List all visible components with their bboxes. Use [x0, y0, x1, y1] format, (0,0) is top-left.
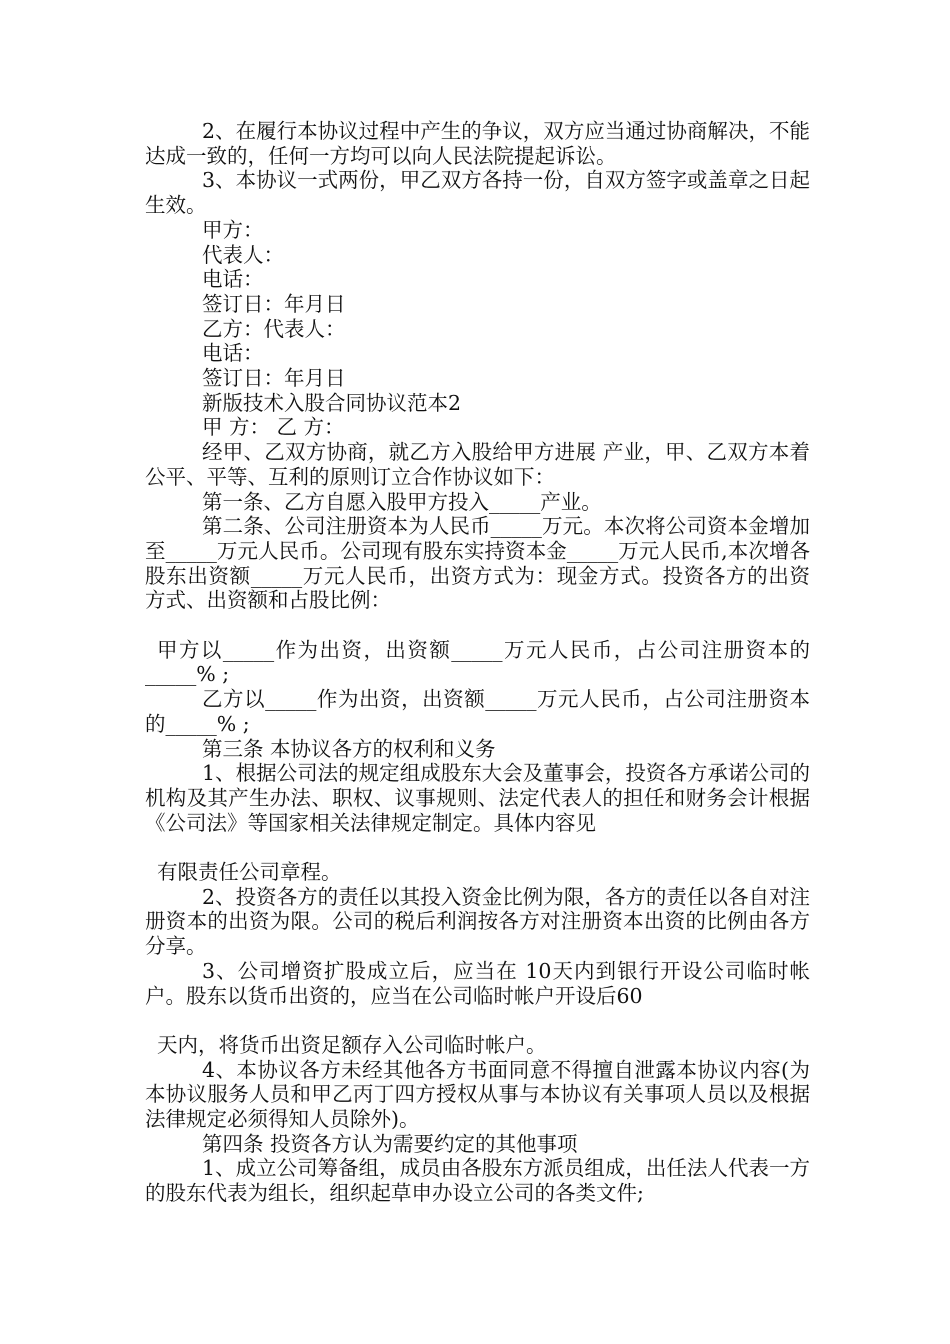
representative-label: 代表人： [202, 242, 284, 267]
paragraph: 3、本协议一式两份，甲乙双方各持一份，自双方签字或盖章之日起生效。 [145, 168, 810, 218]
paragraph: 2、投资各方的责任以其投入资金比例为限，各方的责任以各自对注册资本的出资为限。公司的税后利润按各方对注册资本出资的比例由各方分享。 [145, 884, 810, 959]
article-2: 第二条、公司注册资本为人民币_____万元。本次将公司资本金增加至_____万元人民币。公司现有股东实持资本金_____万元人民币,本次增各股东出资额_____万元人民币，出资方式为：现金方式。投资各方的出资方式、出资额和占股比例： [145, 514, 810, 613]
party-a-contribution: 甲方以_____作为出资，出资额_____万元人民币，占公司注册资本的_____% ; [145, 637, 810, 687]
blank-line [145, 835, 810, 860]
paragraph: 1、根据公司法的规定组成股东大会及董事会，投资各方承诺公司的机构及其产生办法、职权、议事规则、法定代表人的担任和财务会计根据《公司法》等国家相关法律规定制定。具体内容见 [145, 761, 810, 835]
signing-date-label: 签订日：年月日 [202, 366, 346, 391]
paragraph: 3、公司增资扩股成立后，应当在 10天内到银行开设公司临时帐户。股东以货币出资的，应当在公司临时帐户开设后60 [145, 958, 810, 1008]
paragraph: 经甲、乙双方协商，就乙方入股给甲方进展 产业，甲、乙双方本着公平、平等、互利的原则订立合作协议如下： [145, 440, 810, 489]
phone-label: 电话： [202, 341, 264, 366]
blank-line [145, 613, 810, 638]
phone-label: 电话： [202, 267, 264, 292]
signing-date-label: 签订日：年月日 [202, 291, 346, 316]
paragraph: 天内，将货币出资足额存入公司临时帐户。 [157, 1032, 547, 1057]
article-3-heading: 第三条 本协议各方的权利和义务 [202, 736, 496, 761]
paragraph: 2、在履行本协议过程中产生的争议，双方应当通过协商解决，不能达成一致的，任何一方均可以向人民法院提起诉讼。 [145, 119, 810, 168]
parties-line: 甲 方： 乙 方： [202, 415, 345, 440]
article-1: 第一条、乙方自愿入股甲方投入_____产业。 [202, 489, 602, 514]
party-b-label: 乙方：代表人： [202, 316, 346, 341]
document-body [145, 119, 810, 1206]
paragraph: 4、本协议各方未经其他各方书面同意不得擅自泄露本协议内容(为本协议服务人员和甲乙丙丁四方授权从事与本协议有关事项人员以及根据法律规定必须得知人员除外)。 [145, 1057, 810, 1132]
blank-line [145, 1008, 810, 1033]
party-b-contribution: 乙方以_____作为出资，出资额_____万元人民币，占公司注册资本的_____% ; [145, 687, 810, 736]
article-4-heading: 第四条 投资各方认为需要约定的其他事项 [202, 1131, 578, 1156]
paragraph: 有限责任公司章程。 [157, 860, 342, 885]
party-a-label: 甲方： [202, 217, 264, 242]
section-title: 新版技术入股合同协议范本2 [202, 390, 462, 415]
paragraph: 1、成立公司筹备组，成员由各股东方派员组成，出任法人代表一方的股东代表为组长，组织起草申办设立公司的各类文件; [145, 1156, 810, 1206]
